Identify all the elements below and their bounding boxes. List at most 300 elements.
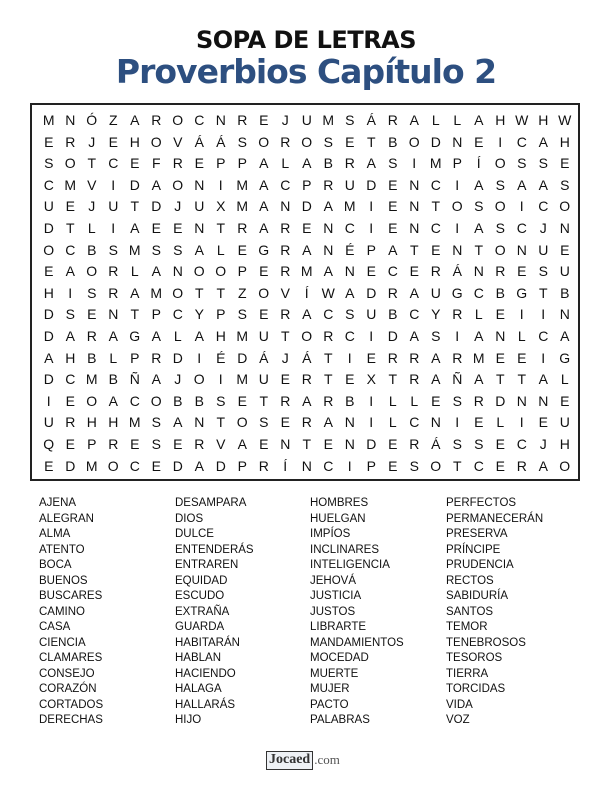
grid-letter: U [43, 414, 54, 431]
word-list-item: INTELIGENCIA [310, 559, 390, 571]
grid-letter: E [495, 349, 505, 366]
grid-row [38, 152, 576, 174]
word-list-item: BOCA [39, 559, 72, 571]
grid-letter: C [344, 328, 355, 344]
grid-letter: B [345, 392, 355, 409]
grid-letter: F [151, 155, 161, 172]
grid-letter: J [88, 198, 96, 215]
grid-letter: D [366, 176, 377, 193]
grid-letter: A [259, 220, 269, 236]
grid-letter: R [151, 112, 162, 128]
grid-letter: Z [237, 284, 247, 301]
grid-letter: S [474, 198, 484, 215]
grid-letter: E [173, 220, 183, 236]
grid-letter: S [560, 176, 570, 193]
word-list-item: RECTOS [446, 574, 494, 587]
grid-letter: Ñ [129, 371, 140, 388]
grid-letter: B [388, 306, 398, 323]
grid-letter: A [194, 457, 204, 474]
grid-letter: O [408, 133, 420, 150]
word-list-item: VIDA [446, 698, 473, 711]
grid-letter: I [519, 198, 524, 215]
word-list-item: INCLINARES [310, 543, 380, 556]
grid-letter: C [409, 414, 420, 431]
grid-letter: A [259, 155, 269, 172]
grid-letter: E [474, 133, 484, 150]
grid-letter: M [42, 112, 55, 128]
word-list-item: JUSTOS [310, 605, 356, 618]
grid-letter: I [455, 328, 460, 344]
grid-letter: L [410, 392, 419, 409]
grid-letter: C [516, 133, 527, 150]
grid-letter: O [64, 155, 76, 172]
grid-letter: E [65, 436, 75, 452]
grid-letter: E [345, 371, 355, 388]
grid-letter: N [194, 220, 205, 236]
grid-letter: A [366, 155, 376, 172]
grid-letter: N [538, 392, 549, 409]
grid-letter: E [366, 349, 376, 366]
grid-letter: R [280, 263, 291, 280]
grid-letter: R [172, 155, 183, 172]
grid-letter: C [65, 241, 76, 258]
grid-letter: U [559, 263, 570, 280]
grid-letter: N [108, 306, 119, 323]
grid-letter: I [347, 457, 352, 474]
grid-letter: B [495, 284, 505, 301]
grid-letter: E [173, 436, 183, 452]
grid-letter: T [323, 349, 333, 366]
grid-letter: N [172, 263, 183, 280]
word-list-item: ATENTO [39, 543, 85, 556]
grid-letter: A [302, 392, 312, 409]
grid-letter: J [88, 133, 96, 150]
grid-letter: D [172, 349, 183, 366]
word-list-item: JEHOVÁ [310, 574, 357, 587]
grid-letter: E [431, 241, 441, 258]
grid-letter: T [474, 241, 484, 258]
grid-letter: E [517, 263, 527, 280]
grid-letter: T [366, 133, 376, 150]
grid-letter: A [44, 349, 54, 366]
word-list-item: MUJER [310, 683, 350, 695]
grid-row [38, 239, 576, 261]
grid-letter: Z [108, 112, 118, 128]
grid-letter: T [302, 436, 312, 452]
grid-letter: N [452, 241, 463, 258]
grid-letter: E [259, 112, 269, 128]
grid-letter: N [280, 198, 291, 215]
grid-letter: P [452, 155, 462, 172]
word-list-item: PACTO [310, 698, 349, 711]
grid-letter: E [44, 457, 54, 474]
grid-letter: D [495, 392, 506, 409]
grid-letter: E [388, 436, 398, 452]
grid-letter: R [409, 349, 420, 366]
grid-letter: Í [476, 155, 481, 172]
grid-letter: R [108, 284, 119, 301]
word-list-item: CORTADOS [39, 698, 104, 711]
grid-letter: O [258, 284, 270, 301]
grid-letter: L [388, 392, 397, 409]
grid-letter: S [173, 241, 183, 258]
grid-letter: O [172, 176, 184, 193]
grid-letter: P [216, 155, 226, 172]
grid-letter: R [344, 155, 355, 172]
grid-letter: E [65, 198, 75, 215]
grid-letter: T [65, 220, 75, 236]
word-list-item: CAMINO [39, 605, 85, 618]
grid-letter: I [498, 133, 503, 150]
grid-letter: J [174, 198, 182, 215]
grid-letter: A [431, 371, 441, 388]
word-list-item: BUENOS [39, 574, 88, 587]
grid-row [38, 433, 576, 455]
grid-letter: E [388, 457, 398, 474]
grid-letter: C [516, 220, 527, 236]
grid-letter: L [173, 328, 182, 344]
grid-letter: D [237, 349, 248, 366]
grid-letter: D [43, 306, 54, 323]
grid-letter: C [430, 220, 441, 236]
grid-letter: H [65, 349, 76, 366]
grid-letter: T [194, 284, 204, 301]
grid-letter: D [366, 436, 377, 452]
grid-letter: A [409, 112, 419, 128]
grid-letter: B [87, 349, 97, 366]
grid-letter: B [194, 392, 204, 409]
grid-letter: H [86, 414, 97, 431]
grid-letter: N [344, 436, 355, 452]
grid-letter: R [280, 133, 291, 150]
grid-letter: I [369, 220, 374, 236]
grid-letter: N [409, 220, 420, 236]
grid-letter: G [559, 349, 571, 366]
grid-letter: O [451, 198, 463, 215]
grid-letter: N [559, 306, 570, 323]
grid-letter: O [236, 414, 248, 431]
word-list-item: BUSCARES [39, 590, 103, 602]
grid-letter: R [452, 349, 463, 366]
grid-letter: N [194, 176, 205, 193]
grid-letter: O [193, 263, 205, 280]
grid-letter: M [300, 263, 313, 280]
grid-letter: S [345, 112, 355, 128]
grid-letter: I [455, 220, 460, 236]
word-list-item: PALABRAS [310, 714, 370, 726]
grid-letter: C [129, 457, 140, 474]
grid-letter: O [559, 198, 571, 215]
grid-letter: G [516, 284, 528, 301]
grid-letter: E [431, 392, 441, 409]
grid-letter: I [347, 349, 352, 366]
word-list-item: ENTRAREN [175, 559, 239, 571]
grid-letter: O [215, 263, 227, 280]
word-list-item: TEMOR [446, 621, 488, 633]
grid-letter: B [388, 133, 398, 150]
grid-letter: U [43, 198, 54, 215]
grid-letter: A [538, 457, 548, 474]
grid-letter: M [128, 241, 141, 258]
grid-letter: E [151, 457, 161, 474]
grid-letter: R [301, 414, 312, 431]
grid-letter: S [517, 155, 527, 172]
grid-letter: T [87, 155, 97, 172]
word-list-item: HACIENDO [175, 667, 236, 680]
grid-letter: A [302, 155, 312, 172]
grid-letter: P [151, 306, 161, 323]
grid-letter: C [538, 328, 549, 344]
grid-letter: M [64, 176, 77, 193]
grid-letter: N [559, 220, 570, 236]
grid-letter: J [539, 436, 547, 452]
grid-letter: P [237, 263, 247, 280]
grid-letter: T [259, 392, 269, 409]
grid-letter: C [108, 155, 119, 172]
word-list-item: CORAZÓN [39, 683, 97, 695]
grid-letter: S [474, 436, 484, 452]
grid-letter: R [237, 112, 248, 128]
grid-letter: Ñ [452, 371, 463, 388]
word-list-item: PRUDENCIA [446, 559, 514, 571]
grid-letter: M [236, 176, 249, 193]
word-list-item: VOZ [446, 714, 470, 726]
grid-letter: R [258, 457, 269, 474]
grid-letter: U [301, 112, 312, 128]
letter-grid [30, 103, 580, 481]
grid-letter: H [559, 436, 570, 452]
grid-letter: L [388, 414, 397, 431]
grid-letter: I [541, 349, 546, 366]
grid-letter: M [322, 112, 335, 128]
grid-letter: E [151, 220, 161, 236]
grid-row [38, 217, 576, 239]
grid-letter: S [431, 328, 441, 344]
grid-letter: Á [302, 349, 312, 366]
grid-letter: L [216, 241, 225, 258]
grid-letter: S [409, 457, 419, 474]
grid-letter: N [194, 414, 205, 431]
word-list-item: CLAMARES [39, 652, 103, 664]
grid-letter: A [474, 112, 484, 128]
word-list-item: PRESERVA [446, 528, 508, 540]
grid-letter: W [558, 112, 572, 128]
grid-letter: T [409, 241, 419, 258]
grid-letter: N [280, 436, 291, 452]
grid-letter: R [151, 349, 162, 366]
grid-letter: C [65, 371, 76, 388]
grid-letter: E [560, 241, 570, 258]
logo-text: Jocaed [269, 752, 311, 767]
grid-letter: T [130, 306, 140, 323]
grid-letter: G [258, 241, 270, 258]
grid-letter: T [538, 284, 548, 301]
grid-letter: U [258, 328, 269, 344]
grid-letter: E [388, 176, 398, 193]
grid-letter: L [560, 371, 569, 388]
grid-letter: A [409, 328, 419, 344]
grid-letter: S [108, 241, 118, 258]
grid-letter: A [130, 112, 140, 128]
grid-letter: Y [194, 306, 204, 323]
grid-row [38, 303, 576, 325]
grid-letter: S [538, 263, 548, 280]
grid-letter: J [281, 349, 289, 366]
grid-letter: M [85, 457, 98, 474]
grid-letter: C [473, 284, 484, 301]
word-list-column-2 [175, 496, 254, 729]
grid-letter: R [108, 436, 119, 452]
grid-letter: N [344, 414, 355, 431]
grid-row [38, 282, 576, 304]
grid-letter: J [281, 112, 289, 128]
logo-domain: .com [314, 752, 340, 767]
grid-letter: M [150, 284, 163, 301]
word-list-item: TIERRA [446, 667, 489, 680]
grid-letter: S [151, 414, 161, 431]
grid-letter: R [323, 176, 334, 193]
grid-row [38, 390, 576, 412]
grid-letter: H [538, 112, 549, 128]
word-list-item: PERFECTOS [446, 497, 517, 509]
word-list-item: PERMANECERÁN [446, 512, 544, 525]
grid-letter: E [280, 414, 290, 431]
grid-letter: É [216, 349, 226, 366]
grid-letter: L [496, 414, 505, 431]
grid-letter: O [150, 392, 162, 409]
grid-letter: A [474, 371, 484, 388]
grid-letter: C [194, 112, 205, 128]
grid-letter: O [193, 371, 205, 388]
word-list-item: MUERTE [310, 667, 359, 680]
grid-letter: D [215, 457, 226, 474]
grid-letter: H [559, 133, 570, 150]
grid-letter: O [494, 198, 506, 215]
word-list-column-1 [39, 496, 103, 729]
grid-letter: W [321, 284, 335, 301]
grid-letter: L [281, 155, 290, 172]
word-list-item: CIENCIA [39, 636, 86, 649]
grid-letter: B [560, 284, 570, 301]
grid-letter: A [259, 176, 269, 193]
grid-letter: V [87, 176, 97, 193]
grid-letter: T [280, 328, 290, 344]
grid-letter: E [302, 220, 312, 236]
grid-letter: R [387, 112, 398, 128]
grid-letter: T [130, 198, 140, 215]
grid-letter: R [280, 306, 291, 323]
grid-letter: W [515, 112, 529, 128]
grid-row [38, 368, 576, 390]
grid-letter: A [130, 220, 140, 236]
grid-letter: M [343, 198, 356, 215]
grid-letter: S [452, 392, 462, 409]
word-list-item: AJENA [39, 497, 77, 509]
grid-letter: E [495, 306, 505, 323]
grid-row [38, 195, 576, 217]
grid-letter: B [108, 371, 118, 388]
grid-letter: H [129, 133, 140, 150]
word-list-item: CONSEJO [39, 667, 95, 680]
grid-letter: S [237, 306, 247, 323]
grid-letter: H [43, 284, 54, 301]
grid-letter: S [259, 414, 269, 431]
grid-letter: A [323, 414, 333, 431]
grid-letter: B [323, 155, 333, 172]
grid-letter: S [495, 176, 505, 193]
grid-letter: A [259, 198, 269, 215]
grid-letter: R [495, 263, 506, 280]
grid-letter: A [194, 241, 204, 258]
grid-letter: P [216, 306, 226, 323]
grid-letter: A [108, 392, 118, 409]
grid-letter: R [86, 328, 97, 344]
grid-row [38, 131, 576, 153]
grid-letter: U [344, 176, 355, 193]
grid-letter: N [409, 198, 420, 215]
grid-letter: O [172, 284, 184, 301]
grid-letter: Á [216, 133, 226, 150]
grid-letter: P [237, 457, 247, 474]
grid-letter: A [130, 284, 140, 301]
grid-letter: S [44, 155, 54, 172]
grid-letter: I [68, 284, 73, 301]
grid-letter: C [430, 176, 441, 193]
grid-letter: C [43, 176, 54, 193]
grid-letter: A [151, 371, 161, 388]
grid-letter: T [388, 371, 398, 388]
grid-letter: E [237, 241, 247, 258]
grid-letter: A [538, 176, 548, 193]
grid-letter: E [259, 436, 269, 452]
grid-letter: R [280, 241, 291, 258]
grid-letter: T [452, 457, 462, 474]
grid-letter: N [516, 241, 527, 258]
grid-letter: I [197, 349, 202, 366]
grid-letter: A [65, 263, 75, 280]
grid-letter: X [366, 371, 376, 388]
grid-letter: L [109, 349, 118, 366]
grid-letter: A [538, 371, 548, 388]
grid-letter: Á [452, 263, 462, 280]
grid-letter: I [455, 414, 460, 431]
grid-letter: E [65, 392, 75, 409]
grid-letter: J [174, 371, 182, 388]
grid-letter: A [302, 241, 312, 258]
grid-letter: N [430, 414, 441, 431]
grid-letter: T [216, 220, 226, 236]
grid-letter: R [194, 436, 205, 452]
grid-letter: E [560, 155, 570, 172]
grid-letter: T [216, 414, 226, 431]
word-list-item: PRÍNCIPE [446, 543, 501, 556]
grid-letter: L [87, 220, 96, 236]
grid-letter: Á [366, 112, 376, 128]
grid-letter: M [472, 349, 485, 366]
grid-letter: R [387, 284, 398, 301]
grid-letter: C [516, 436, 527, 452]
word-list-item: DERECHAS [39, 714, 103, 726]
grid-letter: I [519, 306, 524, 323]
word-list-item: DIOS [175, 512, 204, 525]
grid-letter: D [43, 328, 54, 344]
grid-letter: U [108, 198, 119, 215]
grid-letter: E [474, 414, 484, 431]
grid-letter: A [237, 436, 247, 452]
grid-letter: A [517, 176, 527, 193]
grid-letter: L [517, 328, 526, 344]
word-list-item: ALMA [39, 528, 71, 540]
